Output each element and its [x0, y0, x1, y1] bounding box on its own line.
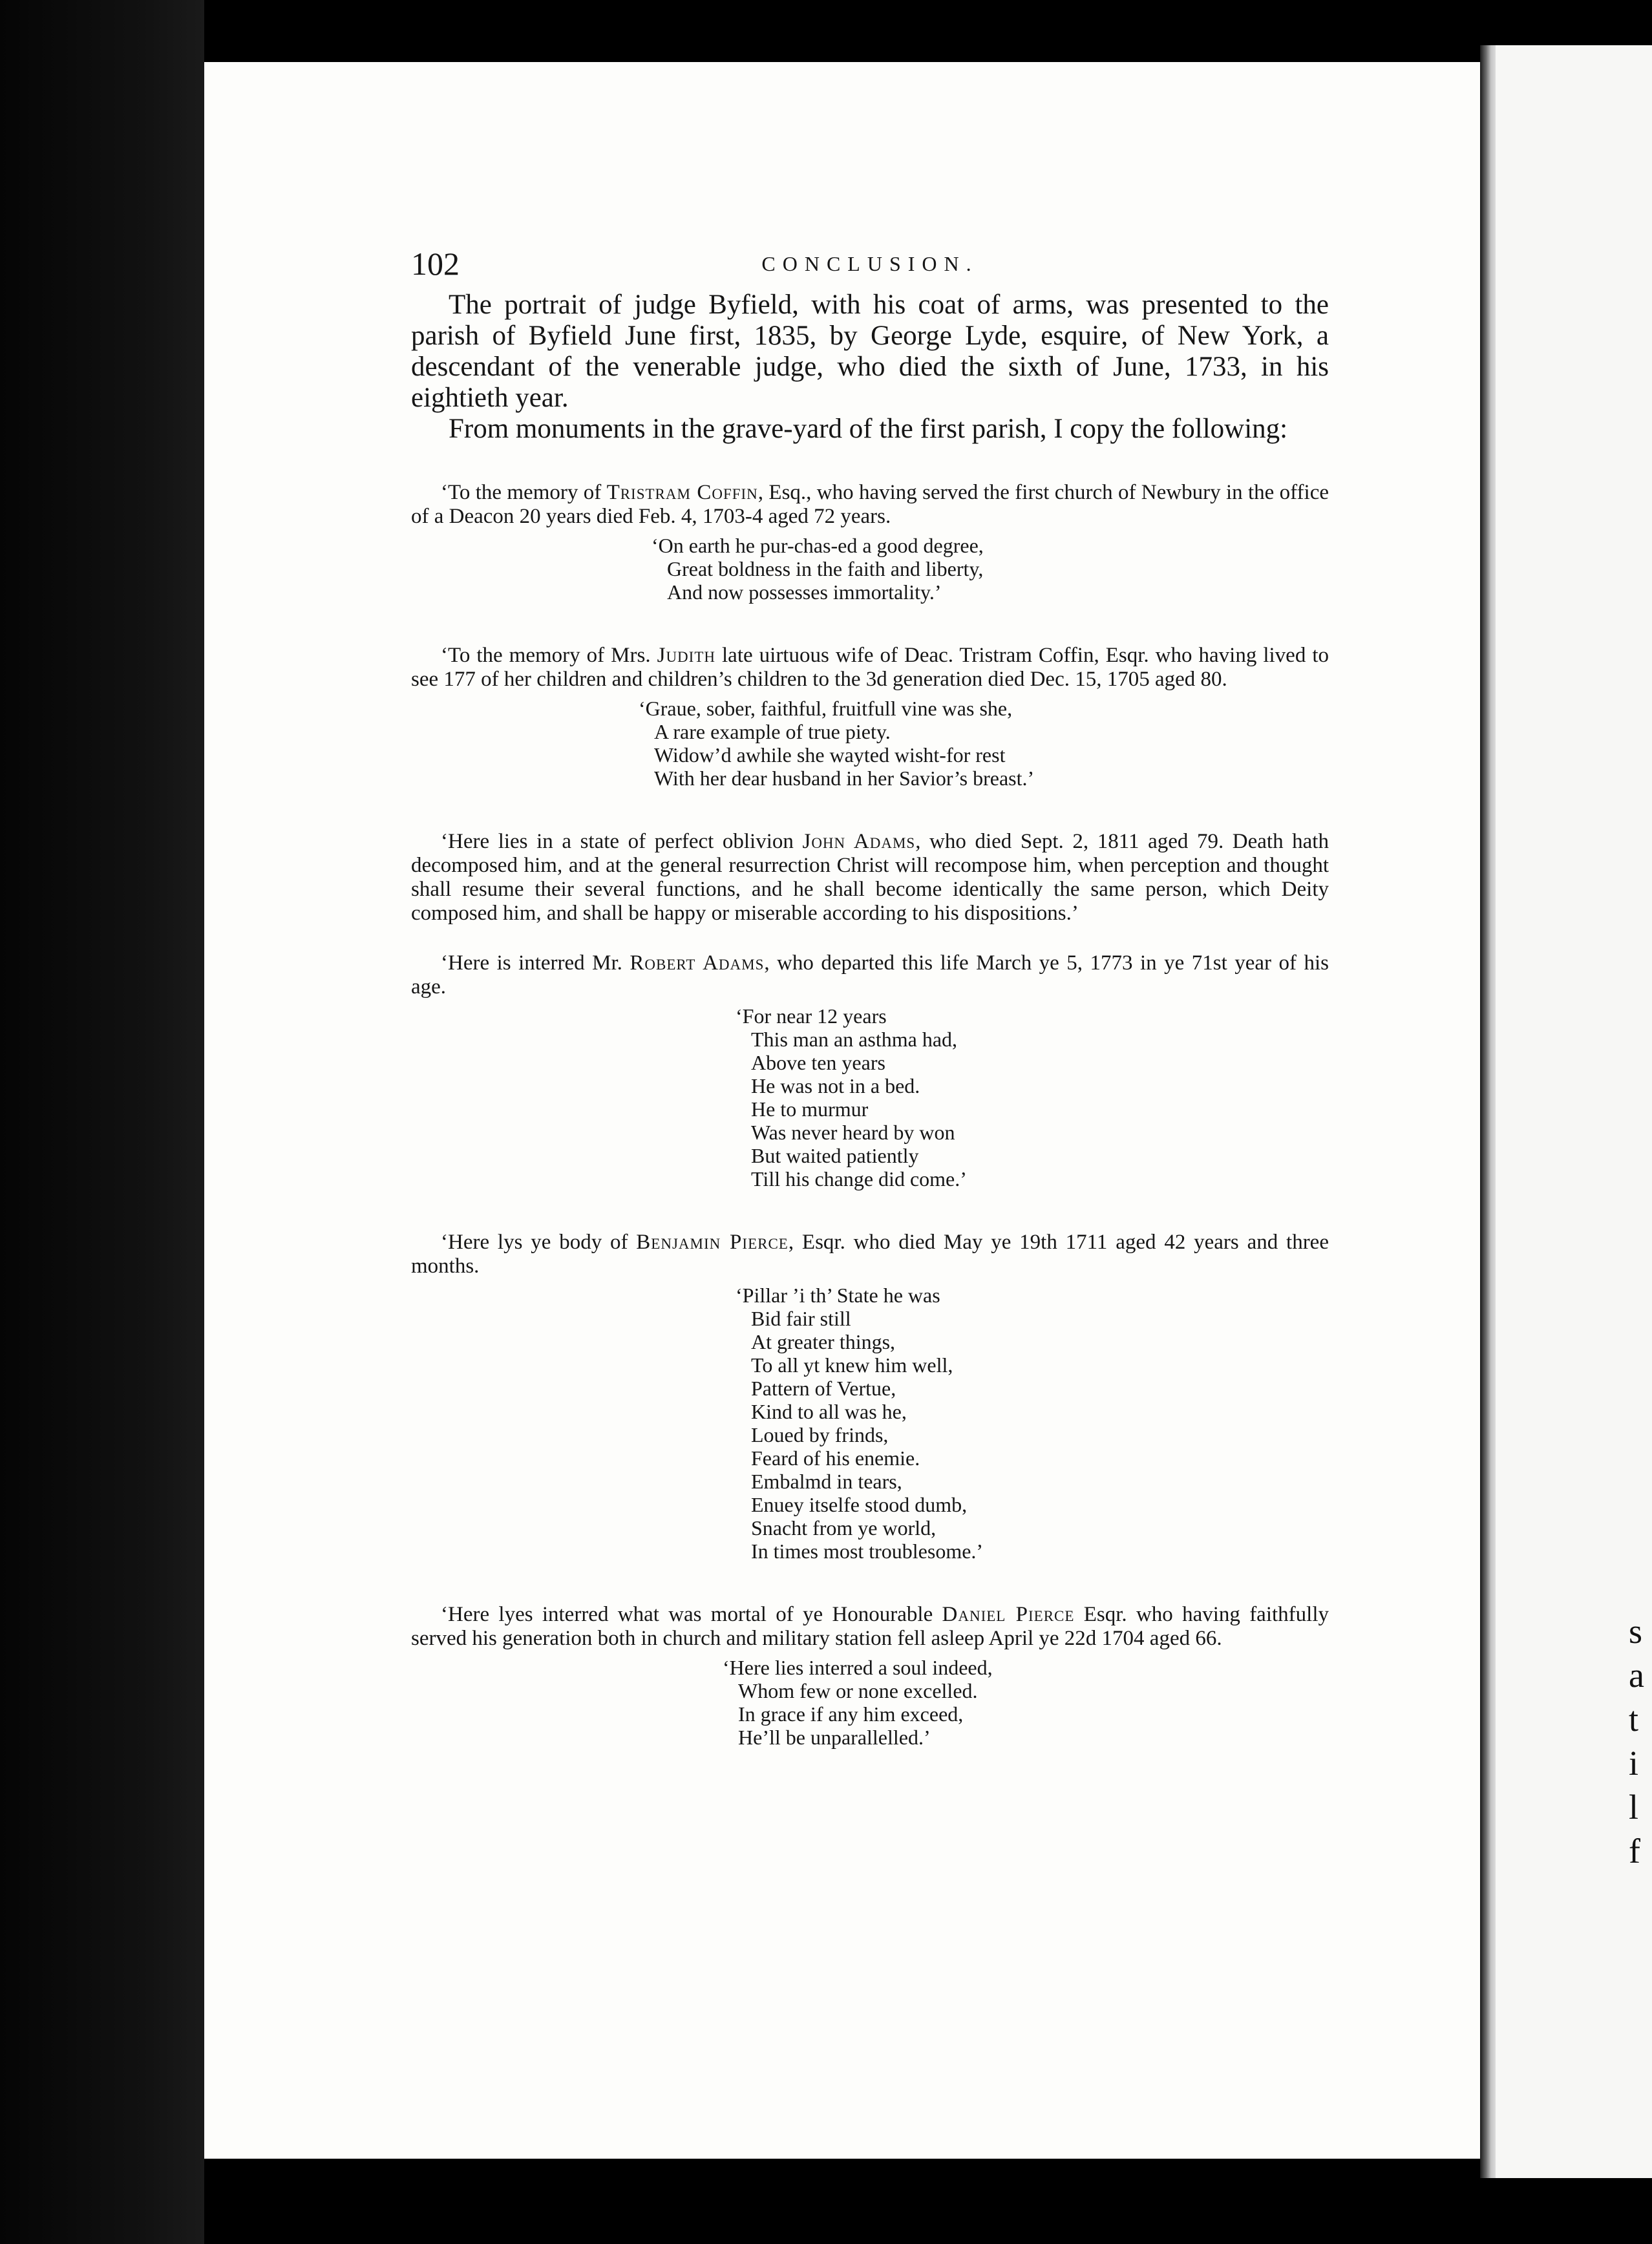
edge-letter: i [1629, 1744, 1639, 1783]
facing-page-letters [1629, 1609, 1652, 1873]
verse-line: ‘Here lies interred a soul indeed, [723, 1656, 993, 1679]
inscription-text: ‘Here lys ye body of Benjamin Pierce, Esqr. who died May ye 19th 1711 aged 42 years and three months. [411, 1231, 1329, 1278]
epitaph-verse [723, 1656, 1329, 1749]
person-name: Robert Adams [630, 951, 765, 975]
inscription [411, 951, 1329, 1191]
inscription [411, 1231, 1329, 1563]
verse-line: This man an asthma had, [751, 1028, 958, 1051]
body-paragraph: From monuments in the grave-yard of the first parish, I copy the following: [449, 414, 1288, 444]
page-content [411, 244, 1329, 1749]
epitaph-verse [736, 1004, 1329, 1191]
verse-line: Bid fair still [751, 1307, 851, 1330]
verse-line: Widow’d awhile she wayted wisht-for rest [654, 743, 1006, 767]
verse-line: ‘Pillar ’i th’ State he was [736, 1284, 940, 1307]
verse-line: In times most troublesome.’ [751, 1540, 984, 1563]
edge-letter: t [1629, 1700, 1639, 1739]
verse-line: ‘For near 12 years [736, 1004, 887, 1028]
epitaph-verse [651, 534, 1329, 604]
inscription-text: ‘To the memory of Mrs. Judith late uirtuous wife of Deac. Tristram Coffin, Esqr. who having lived to see 177 of her children and children’s children to the 3d generation died Dec. 15, 1705 aged 80. [411, 644, 1329, 691]
edge-letter: l [1629, 1788, 1639, 1826]
verse-line: But waited patiently [751, 1144, 919, 1167]
verse-line: Loued by frinds, [751, 1423, 889, 1446]
inscription-text: ‘Here is interred Mr. Robert Adams, who departed this life March ye 5, 1773 in ye 71st year of his age. [411, 951, 1329, 999]
verse-line: Snacht from ye world, [751, 1516, 937, 1540]
verse-line: Embalmd in tears, [751, 1470, 902, 1493]
verse-line: He’ll be unparallelled.’ [738, 1726, 931, 1749]
running-head: CONCLUSION. [761, 252, 979, 275]
verse-line: Whom few or none excelled. [738, 1679, 978, 1702]
page-header [411, 244, 1329, 290]
inscription [411, 830, 1329, 926]
body-paragraph: The portrait of judge Byfield, with his coat of arms, was presented to the parish of Byfield June first, 1835, by George Lyde, esquire, of New York, a descendant of the venerable judge, who died the sixth of June, 1733, in his eightieth year. [411, 290, 1329, 413]
verse-line: Was never heard by won [751, 1121, 955, 1144]
inscription-text: ‘Here lyes interred what was mortal of ye Honourable Daniel Pierce Esqr. who having faithfully served his generation both in church and military station fell asleep April ye 22d 1704 aged 66. [411, 1603, 1329, 1650]
person-name: John Adams [802, 830, 916, 853]
person-name: Benjamin Pierce [636, 1231, 789, 1254]
person-name: Judith [657, 644, 715, 667]
epitaph-verse [639, 697, 1329, 790]
edge-letter: f [1629, 1832, 1640, 1870]
verse-line: Till his change did come.’ [751, 1167, 967, 1191]
verse-line: With her dear husband in her Savior’s breast.’ [654, 767, 1035, 790]
book-gutter [1480, 45, 1496, 2178]
verse-line: He to murmur [751, 1097, 869, 1121]
edge-letter: a [1629, 1656, 1644, 1695]
verse-line: ‘On earth he pur-chas-ed a good degree, [651, 534, 984, 557]
person-name: Tristram Coffin [606, 481, 758, 504]
page-number: 102 [411, 246, 460, 282]
verse-line: Above ten years [751, 1051, 885, 1074]
verse-line: And now possesses immortality.’ [667, 580, 942, 604]
verse-line: Feard of his enemie. [751, 1446, 920, 1470]
inscription-text: ‘Here lies in a state of perfect oblivion John Adams, who died Sept. 2, 1811 aged 79. Death hath decomposed him, and at the general resurrection Christ will recompose him, when perception and thought shall resume their several functions, and he shall become identically the same person, which Deity composed him, and shall be happy or miserable according to his dispositions.’ [411, 830, 1329, 925]
inscription [411, 481, 1329, 604]
verse-line: Great boldness in the faith and liberty, [667, 557, 984, 580]
verse-line: In grace if any him exceed, [738, 1702, 964, 1726]
verse-line: Enuey itselfe stood dumb, [751, 1493, 968, 1516]
scan-border-left [0, 0, 204, 2244]
verse-line: ‘Graue, sober, faithful, fruitfull vine was she, [639, 697, 1013, 720]
edge-letter: s [1629, 1612, 1643, 1651]
epitaph-verse [736, 1284, 1329, 1563]
inscription-text: ‘To the memory of Tristram Coffin, Esq., who having served the first church of Newbury in the office of a Deacon 20 years died Feb. 4, 1703-4 aged 72 years. [411, 481, 1329, 528]
person-name: Daniel Pierce [942, 1603, 1075, 1626]
inscription [411, 644, 1329, 790]
verse-line: At greater things, [751, 1330, 896, 1353]
verse-line: He was not in a bed. [751, 1074, 920, 1097]
verse-line: To all yt knew him well, [751, 1353, 953, 1377]
verse-line: Pattern of Vertue, [751, 1377, 896, 1400]
inscription [411, 1603, 1329, 1749]
verse-line: A rare example of true piety. [654, 720, 891, 743]
verse-line: Kind to all was he, [751, 1400, 907, 1423]
